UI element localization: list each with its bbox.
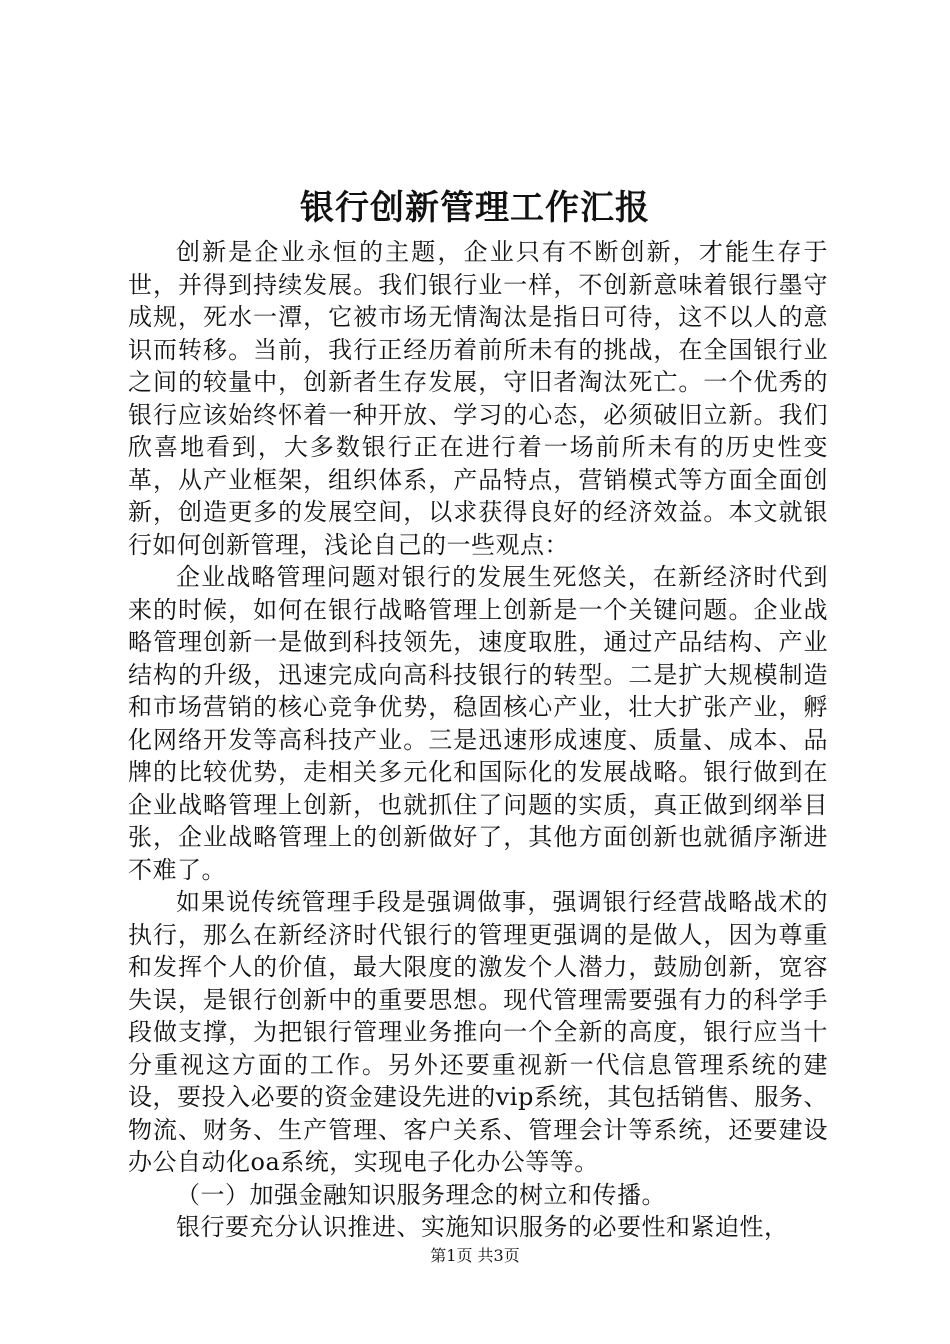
page-indicator: 第1页 共3页 xyxy=(430,1246,520,1265)
paragraph: 创新是企业永恒的主题，企业只有不断创新，才能生存于世，并得到持续发展。我们银行业一样，不创新意味着银行墨守成规，死水一潭，它被市场无情淘汰是指日可待，这不以人的意识而转移。当前，我行正经历着前所未有的挑战，在全国银行业之间的较量中，创新者生存发展，守旧者淘汰死亡。一个优秀的银行应该始终怀着一种开放、学习的心态，必须破旧立新。我们欣喜地看到，大多数银行正在进行着一场前所未有的历史性变革，从产业框架，组织体系，产品特点，营销模式等方面全面创新，创造更多的发展空间，以求获得良好的经济效益。本文就银行如何创新管理，浅论自己的一些观点： xyxy=(128,238,828,559)
document-title: 银行创新管理工作汇报 xyxy=(300,188,650,228)
paragraph: 如果说传统管理手段是强调做事，强调银行经营战略战术的执行，那么在新经济时代银行的管理更强调的是做人，因为尊重和发挥个人的价值，最大限度的激发个人潜力，鼓励创新，宽容失误，是银行创新中的重要思想。现代管理需要强有力的科学手段做支撑，为把银行管理业务推向一个全新的高度，银行应当十分重视这方面的工作。另外还要重视新一代信息管理系统的建设，要投入必要的资金建设先进的vip系统，其包括销售、服务、物流、财务、生产管理、客户关系、管理会计等系统，还要建设办公自动化oa系统，实现电子化办公等等。 xyxy=(128,888,828,1176)
paragraph: 银行要充分认识推进、实施知识服务的必要性和紧迫性， xyxy=(176,1213,789,1241)
section-heading: （一）加强金融知识服务理念的树立和传播。 xyxy=(176,1180,666,1209)
document-body xyxy=(128,236,828,1244)
paragraph: 企业战略管理问题对银行的发展生死悠关，在新经济时代到来的时候，如何在银行战略管理上创新是一个关键问题。企业战略管理创新一是做到科技领先，速度取胜，通过产品结构、产业结构的升级，迅速完成向高科技银行的转型。二是扩大规模制造和市场营销的核心竞争优势，稳固核心产业，壮大扩张产业，孵化网络开发等高科技产业。三是迅速形成速度、质量、成本、品牌的比较优势，走相关多元化和国际化的发展战略。银行做到在企业战略管理上创新，也就抓住了问题的实质，真正做到纲举目张，企业战略管理上的创新做好了，其他方面创新也就循序渐进不难了。 xyxy=(128,563,828,884)
